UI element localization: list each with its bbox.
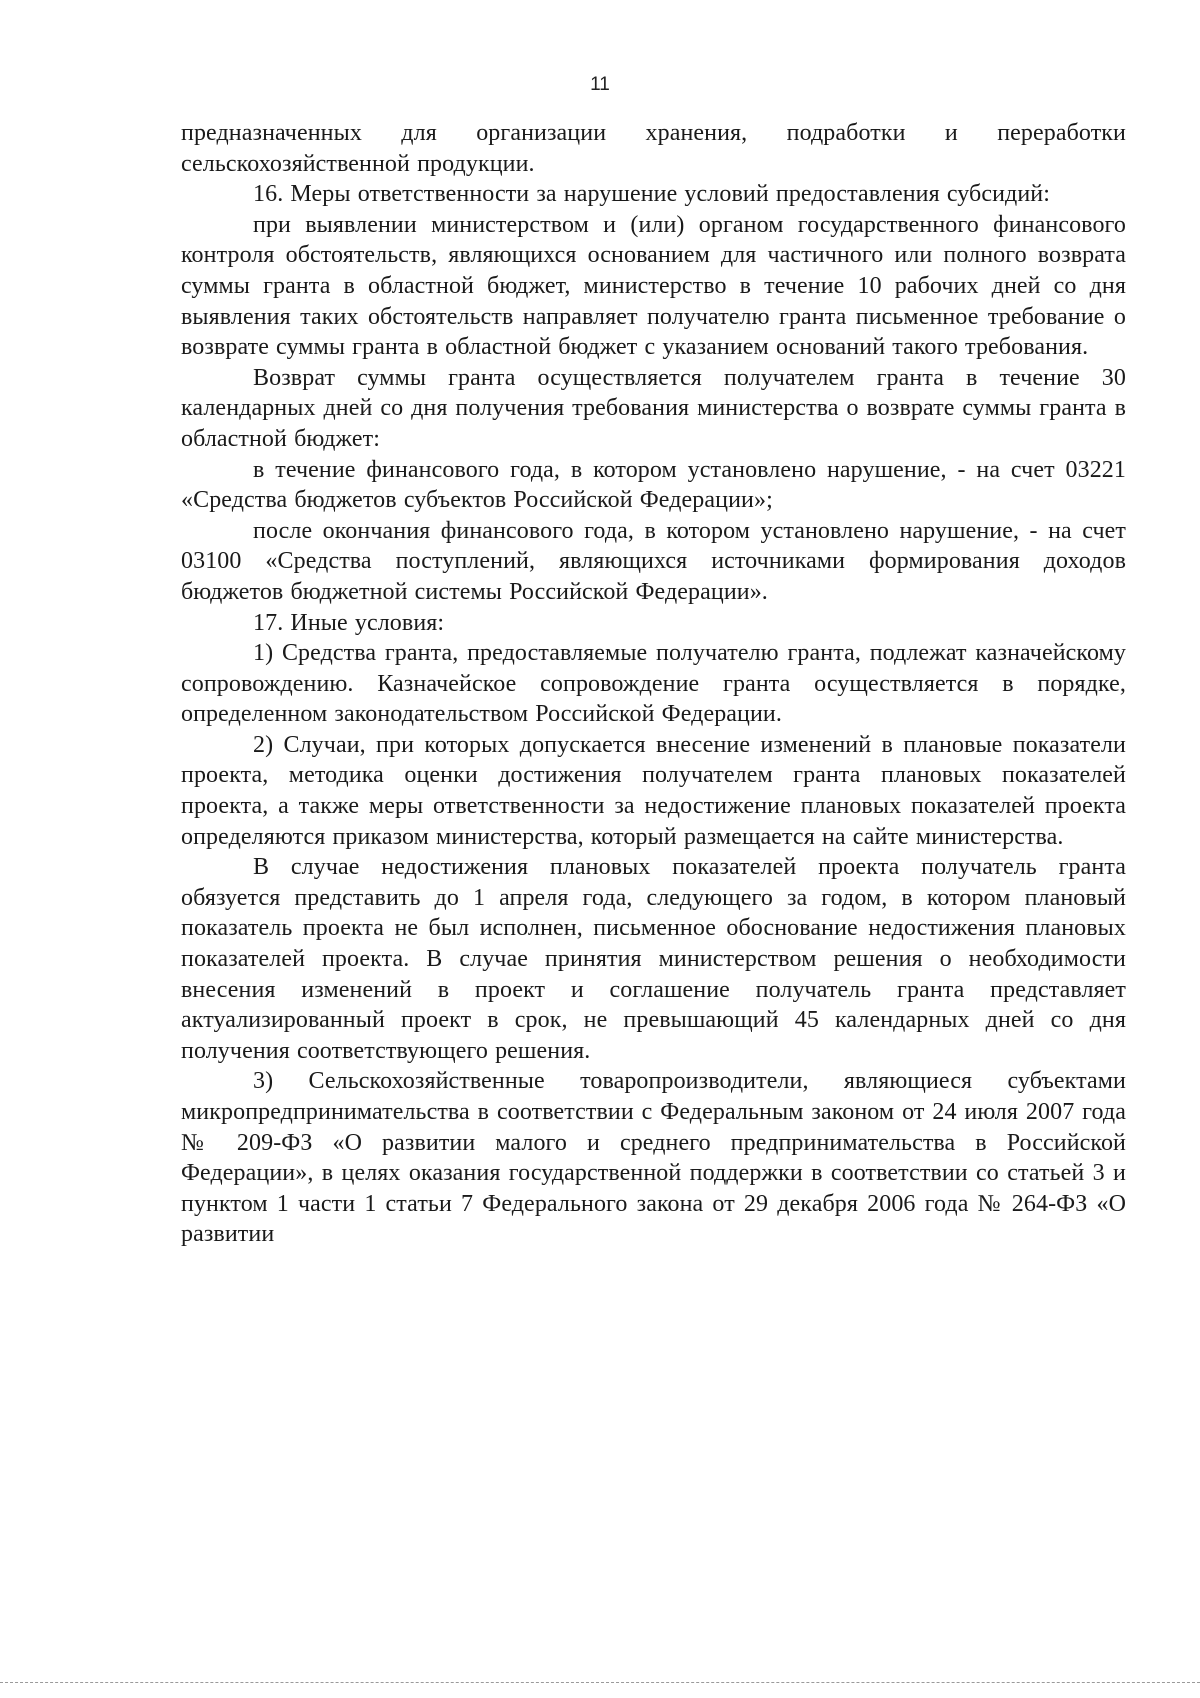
paragraph: в течение финансового года, в котором установлено нарушение, - на счет 03221 «Средства бюджетов субъектов Российской Федерации»; xyxy=(181,456,1126,514)
paragraph: при выявлении министерством и (или) органом государственного финансового контроля обстоятельств, являющихся основанием для частичного или полного возврата суммы гранта в областной бюджет, министерство в течение 10 рабочих дней со дня выявления таких обстоятельств направляет получателю гранта письменное требование о возврате суммы гранта в областной бюджет с указанием оснований такого требования. xyxy=(181,211,1126,361)
paragraph: 16. Меры ответственности за нарушение условий предоставления субсидий: xyxy=(253,181,1051,208)
page-number: 11 xyxy=(590,74,610,95)
paragraph: 2) Случаи, при которых допускается внесение изменений в плановые показатели проекта, методика оценки достижения получателем гранта плановых показателей проекта, а также меры ответственности за недостижение плановых показателей проекта определяются приказом министерства, который размещается на сайте министерства. xyxy=(181,731,1126,850)
paragraph: Возврат суммы гранта осуществляется получателем гранта в течение 30 календарных дней со дня получения требования министерства о возврате суммы гранта в областной бюджет: xyxy=(181,364,1126,452)
scan-edge-divider xyxy=(0,1682,1200,1683)
document-body xyxy=(181,118,1126,1250)
paragraph: В случае недостижения плановых показателей проекта получатель гранта обязуется представить до 1 апреля года, следующего за годом, в котором плановый показатель проекта не был исполнен, письменное обоснование недостижения плановых показателей проекта. В случае принятия министерством решения о необходимости внесения изменений в проект и соглашение получатель гранта представляет актуализированный проект в срок, не превышающий 45 календарных дней со дня получения соответствующего решения. xyxy=(181,854,1126,1064)
paragraph: 1) Средства гранта, предоставляемые получателю гранта, подлежат казначейскому сопровождению. Казначейское сопровождение гранта осуществляется в порядке, определенном законодательством Российской Федерации. xyxy=(181,640,1126,728)
paragraph: 17. Иные условия: xyxy=(253,609,445,636)
paragraph: предназначенных для организации хранения, подработки и переработки сельскохозяйственной продукции. xyxy=(181,120,1126,177)
paragraph: 3) Сельскохозяйственные товаропроизводители, являющиеся субъектами микропредпринимательства в соответствии с Федеральным законом от 24 июля 2007 года № 209-ФЗ «О развитии малого и среднего предпринимательства в Российской Федерации», в целях оказания государственной поддержки в соответствии со статьей 3 и пунктом 1 части 1 статьи 7 Федерального закона от 29 декабря 2006 года № 264-ФЗ «О развитии xyxy=(181,1068,1126,1248)
paragraph: после окончания финансового года, в котором установлено нарушение, - на счет 03100 «Средства поступлений, являющихся источниками формирования доходов бюджетов бюджетной системы Российской Федерации». xyxy=(181,517,1126,605)
